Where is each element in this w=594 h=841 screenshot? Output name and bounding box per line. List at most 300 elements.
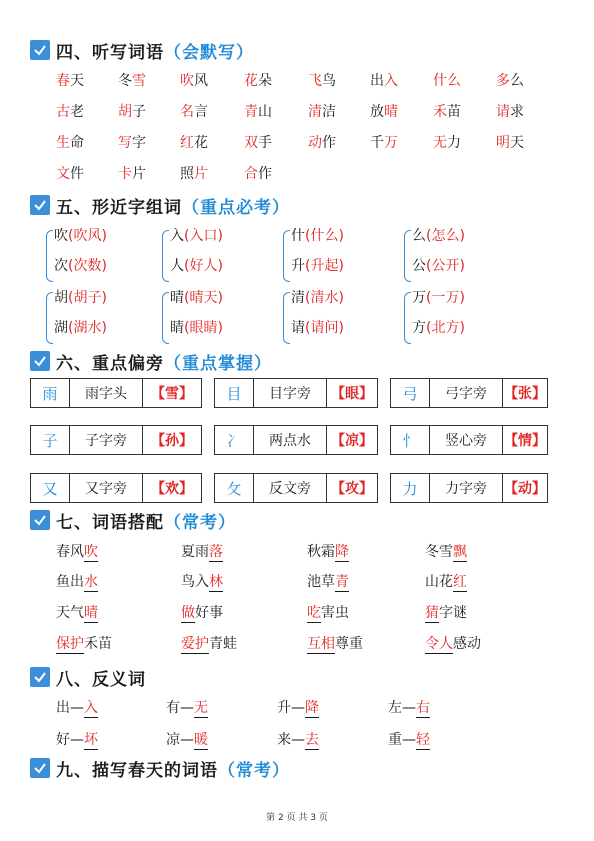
colloc-answer: 吃 bbox=[307, 605, 321, 621]
word-char: 千 bbox=[370, 135, 384, 151]
similar-pair bbox=[283, 288, 393, 346]
antonym-answer: 暖 bbox=[194, 732, 208, 748]
section-title-9: 九、描写春天的词语 （常考） bbox=[30, 756, 290, 780]
collocation bbox=[307, 571, 349, 593]
base-char: 人 bbox=[170, 258, 184, 274]
radical-example bbox=[503, 426, 547, 454]
example-char: 【雪】 bbox=[151, 386, 193, 402]
word-char: 晴 bbox=[384, 104, 398, 120]
colloc-suffix: 青蛙 bbox=[209, 636, 237, 652]
antonym-dash: — bbox=[402, 732, 416, 748]
example-char: 【凉】 bbox=[331, 433, 373, 449]
colloc-prefix: 天气 bbox=[56, 605, 84, 621]
word-char: 山 bbox=[258, 104, 272, 120]
dictation-word bbox=[244, 70, 272, 92]
compound-word: 好人 bbox=[189, 258, 218, 274]
collocation bbox=[56, 602, 98, 624]
radical-box bbox=[30, 425, 202, 455]
word-char: 命 bbox=[70, 135, 84, 151]
word-char: 清 bbox=[308, 104, 322, 120]
colloc-prefix: 鸟入 bbox=[181, 574, 209, 590]
radical-box bbox=[214, 473, 378, 503]
colloc-suffix: 字谜 bbox=[439, 605, 467, 621]
word-char: 字 bbox=[132, 135, 146, 151]
paren: ( bbox=[305, 258, 311, 274]
brace-icon bbox=[404, 230, 411, 282]
collocation bbox=[56, 633, 112, 655]
similar-line bbox=[54, 256, 107, 276]
paren: ) bbox=[101, 320, 107, 336]
similar-line bbox=[291, 226, 344, 246]
example-char: 【眼】 bbox=[331, 386, 373, 402]
similar-line bbox=[412, 318, 465, 338]
collocation bbox=[425, 541, 467, 563]
word-char: 作 bbox=[258, 166, 272, 182]
colloc-prefix: 山花 bbox=[425, 574, 453, 590]
antonym-word: 好 bbox=[56, 732, 70, 748]
colloc-prefix: 春风 bbox=[56, 544, 84, 560]
colloc-suffix: 感动 bbox=[453, 636, 481, 652]
word-char: 青 bbox=[244, 104, 258, 120]
similar-line bbox=[412, 288, 465, 308]
compound-word: 清水 bbox=[310, 290, 339, 306]
word-char: 天 bbox=[510, 135, 524, 151]
compound-word: 北方 bbox=[431, 320, 460, 336]
radical-char: 目 bbox=[215, 379, 254, 407]
radical-char: 弓 bbox=[391, 379, 430, 407]
word-char: 飞 bbox=[308, 73, 322, 89]
similar-line bbox=[291, 318, 344, 338]
check-icon bbox=[30, 510, 50, 530]
word-char: 多 bbox=[496, 73, 510, 89]
paren: ) bbox=[338, 290, 344, 306]
word-char: 片 bbox=[194, 166, 208, 182]
radical-box bbox=[30, 473, 202, 503]
compound-word: 公开 bbox=[431, 258, 460, 274]
word-char: 天 bbox=[70, 73, 84, 89]
radical-name: 竖心旁 bbox=[430, 426, 503, 454]
word-char: 明 bbox=[496, 135, 510, 151]
example-char: 【欢】 bbox=[151, 481, 193, 497]
colloc-answer: 落 bbox=[209, 544, 223, 560]
base-char: 什 bbox=[291, 228, 305, 244]
collocation bbox=[425, 571, 467, 593]
radical-char: 力 bbox=[391, 474, 430, 502]
paren: ( bbox=[68, 228, 74, 244]
similar-line bbox=[54, 288, 107, 308]
collocation bbox=[307, 602, 349, 624]
compound-word: 湖水 bbox=[73, 320, 102, 336]
collocation bbox=[307, 633, 363, 655]
radical-example bbox=[327, 379, 377, 407]
similar-pair bbox=[162, 288, 272, 346]
dictation-word bbox=[370, 132, 398, 154]
radical-box bbox=[214, 425, 378, 455]
word-char: 入 bbox=[384, 73, 398, 89]
colloc-answer: 红 bbox=[453, 574, 467, 590]
word-char: 苗 bbox=[447, 104, 461, 120]
colloc-answer: 晴 bbox=[84, 605, 98, 621]
collocation bbox=[425, 602, 467, 624]
colloc-answer: 降 bbox=[335, 544, 349, 560]
word-char: 片 bbox=[132, 166, 146, 182]
antonym-answer: 轻 bbox=[416, 732, 430, 748]
antonym-word: 有 bbox=[166, 700, 180, 716]
base-char: 清 bbox=[291, 290, 305, 306]
check-icon bbox=[30, 351, 50, 371]
antonym-dash: — bbox=[291, 700, 305, 716]
dictation-word bbox=[370, 70, 398, 92]
similar-line bbox=[170, 288, 223, 308]
dictation-word bbox=[433, 70, 461, 92]
paren: ) bbox=[338, 228, 344, 244]
paren: ) bbox=[459, 290, 465, 306]
paren: ( bbox=[68, 290, 74, 306]
radical-example bbox=[327, 474, 377, 502]
radical-box bbox=[214, 378, 378, 408]
radical-name: 力字旁 bbox=[430, 474, 503, 502]
compound-word: 眼睛 bbox=[189, 320, 218, 336]
word-char: 么 bbox=[510, 73, 524, 89]
paren: ( bbox=[426, 228, 432, 244]
compound-word: 晴天 bbox=[189, 290, 218, 306]
colloc-answer: 林 bbox=[209, 574, 223, 590]
antonym-answer: 坏 bbox=[84, 732, 98, 748]
dictation-word bbox=[56, 70, 84, 92]
base-char: 晴 bbox=[170, 290, 184, 306]
dictation-word bbox=[308, 101, 336, 123]
check-icon bbox=[30, 195, 50, 215]
radical-example bbox=[143, 426, 201, 454]
collocation bbox=[307, 541, 349, 563]
check-icon bbox=[30, 40, 50, 60]
paren: ) bbox=[217, 290, 223, 306]
dictation-word bbox=[496, 132, 524, 154]
brace-icon bbox=[283, 292, 290, 344]
paren: ) bbox=[217, 258, 223, 274]
word-char: 作 bbox=[322, 135, 336, 151]
word-char: 放 bbox=[370, 104, 384, 120]
word-char: 件 bbox=[70, 166, 84, 182]
radical-box bbox=[30, 378, 202, 408]
section-title-6: 六、重点偏旁 （重点掌握） bbox=[30, 349, 272, 373]
word-char: 出 bbox=[370, 73, 384, 89]
word-char: 红 bbox=[180, 135, 194, 151]
collocation bbox=[56, 541, 98, 563]
colloc-prefix: 池草 bbox=[307, 574, 335, 590]
radical-example bbox=[143, 474, 201, 502]
dictation-word bbox=[433, 101, 461, 123]
colloc-answer: 飘 bbox=[453, 544, 467, 560]
base-char: 万 bbox=[412, 290, 426, 306]
dictation-word bbox=[56, 132, 84, 154]
dictation-word bbox=[180, 101, 208, 123]
dictation-word bbox=[496, 101, 524, 123]
colloc-prefix: 鱼出 bbox=[56, 574, 84, 590]
radical-box bbox=[390, 425, 548, 455]
colloc-answer: 令人 bbox=[425, 636, 453, 652]
radical-name: 子字旁 bbox=[70, 426, 143, 454]
paren: ) bbox=[338, 320, 344, 336]
word-char: 花 bbox=[244, 73, 258, 89]
paren: ( bbox=[184, 258, 190, 274]
colloc-suffix: 害虫 bbox=[321, 605, 349, 621]
word-char: 文 bbox=[56, 166, 70, 182]
compound-word: 胡子 bbox=[73, 290, 102, 306]
colloc-answer: 保护 bbox=[56, 636, 84, 652]
paren: ) bbox=[101, 258, 107, 274]
similar-pair bbox=[283, 226, 393, 284]
similar-line bbox=[170, 318, 223, 338]
radical-name: 弓字旁 bbox=[430, 379, 503, 407]
compound-word: 入口 bbox=[189, 228, 218, 244]
paren: ) bbox=[217, 320, 223, 336]
word-char: 老 bbox=[70, 104, 84, 120]
antonym-dash: — bbox=[402, 700, 416, 716]
paren: ( bbox=[305, 290, 311, 306]
word-char: 手 bbox=[258, 135, 272, 151]
word-char: 朵 bbox=[258, 73, 272, 89]
word-char: 万 bbox=[384, 135, 398, 151]
word-char: 古 bbox=[56, 104, 70, 120]
antonym-dash: — bbox=[291, 732, 305, 748]
word-char: 风 bbox=[194, 73, 208, 89]
colloc-suffix: 禾苗 bbox=[84, 636, 112, 652]
base-char: 次 bbox=[54, 258, 68, 274]
compound-word: 次数 bbox=[73, 258, 102, 274]
radical-example bbox=[503, 379, 547, 407]
radical-name: 雨字头 bbox=[70, 379, 143, 407]
radical-char: 冫 bbox=[215, 426, 254, 454]
example-char: 【情】 bbox=[504, 433, 546, 449]
dictation-word bbox=[56, 101, 84, 123]
compound-word: 吹风 bbox=[73, 228, 102, 244]
brace-icon bbox=[162, 230, 169, 282]
similar-line bbox=[54, 226, 107, 246]
antonym-dash: — bbox=[180, 732, 194, 748]
word-char: 吹 bbox=[180, 73, 194, 89]
word-char: 名 bbox=[180, 104, 194, 120]
antonym-answer: 去 bbox=[305, 732, 319, 748]
collocation bbox=[181, 633, 237, 655]
dictation-word bbox=[118, 163, 146, 185]
antonym-dash: — bbox=[180, 700, 194, 716]
dictation-word bbox=[370, 101, 398, 123]
similar-line bbox=[170, 226, 223, 246]
similar-line bbox=[54, 318, 107, 338]
colloc-answer: 做 bbox=[181, 605, 195, 621]
word-char: 请 bbox=[496, 104, 510, 120]
base-char: 胡 bbox=[54, 290, 68, 306]
section-title-4: 四、听写词语 （会默写） bbox=[30, 38, 254, 62]
antonym-pair bbox=[56, 697, 98, 719]
word-char: 春 bbox=[56, 73, 70, 89]
radical-name: 又字旁 bbox=[70, 474, 143, 502]
base-char: 湖 bbox=[54, 320, 68, 336]
dictation-word bbox=[496, 70, 524, 92]
word-char: 胡 bbox=[118, 104, 132, 120]
radical-name: 两点水 bbox=[254, 426, 327, 454]
page-footer: 第 2 页 共 3 页 bbox=[266, 813, 328, 823]
colloc-answer: 猜 bbox=[425, 605, 439, 621]
radical-char: 雨 bbox=[31, 379, 70, 407]
compound-word: 升起 bbox=[310, 258, 339, 274]
base-char: 请 bbox=[291, 320, 305, 336]
colloc-answer: 青 bbox=[335, 574, 349, 590]
antonym-dash: — bbox=[70, 732, 84, 748]
paren: ) bbox=[338, 258, 344, 274]
paren: ( bbox=[305, 320, 311, 336]
dictation-word bbox=[244, 101, 272, 123]
base-char: 升 bbox=[291, 258, 305, 274]
word-char: 力 bbox=[447, 135, 461, 151]
dictation-word bbox=[56, 163, 84, 185]
word-char: 无 bbox=[433, 135, 447, 151]
radical-box bbox=[390, 473, 548, 503]
dictation-word bbox=[118, 132, 146, 154]
base-char: 入 bbox=[170, 228, 184, 244]
word-char: 卡 bbox=[118, 166, 132, 182]
paren: ( bbox=[184, 290, 190, 306]
colloc-prefix: 夏雨 bbox=[181, 544, 209, 560]
antonym-answer: 无 bbox=[194, 700, 208, 716]
similar-line bbox=[412, 256, 465, 276]
word-char: 合 bbox=[244, 166, 258, 182]
dictation-word bbox=[180, 70, 208, 92]
dictation-word bbox=[308, 70, 336, 92]
compound-word: 一万 bbox=[431, 290, 460, 306]
base-char: 么 bbox=[412, 228, 426, 244]
antonym-word: 凉 bbox=[166, 732, 180, 748]
base-char: 吹 bbox=[54, 228, 68, 244]
paren: ( bbox=[68, 320, 74, 336]
colloc-prefix: 秋霜 bbox=[307, 544, 335, 560]
paren: ) bbox=[459, 320, 465, 336]
word-char: 双 bbox=[244, 135, 258, 151]
similar-pair bbox=[46, 226, 156, 284]
dictation-word bbox=[118, 101, 146, 123]
colloc-suffix: 尊重 bbox=[335, 636, 363, 652]
paren: ( bbox=[305, 228, 311, 244]
similar-line bbox=[170, 256, 223, 276]
section-title-8: 八、反义词 bbox=[30, 665, 146, 689]
radical-name: 目字旁 bbox=[254, 379, 327, 407]
dictation-word bbox=[308, 132, 336, 154]
word-char: 写 bbox=[118, 135, 132, 151]
compound-word: 什么 bbox=[310, 228, 339, 244]
similar-pair bbox=[404, 288, 514, 346]
radical-box bbox=[390, 378, 548, 408]
brace-icon bbox=[46, 292, 53, 344]
collocation bbox=[181, 541, 223, 563]
dictation-word bbox=[433, 132, 461, 154]
word-char: 求 bbox=[510, 104, 524, 120]
paren: ( bbox=[68, 258, 74, 274]
paren: ) bbox=[101, 228, 107, 244]
radical-char: 又 bbox=[31, 474, 70, 502]
similar-line bbox=[291, 288, 344, 308]
antonym-word: 来 bbox=[277, 732, 291, 748]
antonym-word: 升 bbox=[277, 700, 291, 716]
word-char: 什么 bbox=[433, 73, 461, 89]
example-char: 【动】 bbox=[504, 481, 546, 497]
example-char: 【孙】 bbox=[151, 433, 193, 449]
colloc-answer: 吹 bbox=[84, 544, 98, 560]
word-char: 生 bbox=[56, 135, 70, 151]
antonym-pair bbox=[388, 729, 430, 751]
paren: ( bbox=[184, 228, 190, 244]
radical-char: 忄 bbox=[391, 426, 430, 454]
paren: ) bbox=[217, 228, 223, 244]
antonym-answer: 右 bbox=[416, 700, 430, 716]
dictation-word bbox=[244, 163, 272, 185]
radical-char: 攵 bbox=[215, 474, 254, 502]
dictation-word bbox=[118, 70, 146, 92]
word-char: 雪 bbox=[132, 73, 146, 89]
colloc-answer: 互相 bbox=[307, 636, 335, 652]
antonym-word: 重 bbox=[388, 732, 402, 748]
example-char: 【攻】 bbox=[331, 481, 373, 497]
collocation bbox=[181, 602, 223, 624]
collocation bbox=[425, 633, 481, 655]
word-char: 洁 bbox=[322, 104, 336, 120]
radical-example bbox=[143, 379, 201, 407]
radical-example bbox=[503, 474, 547, 502]
radical-example bbox=[327, 426, 377, 454]
compound-word: 怎么 bbox=[431, 228, 460, 244]
check-icon bbox=[30, 758, 50, 778]
word-char: 冬 bbox=[118, 73, 132, 89]
dictation-word bbox=[180, 132, 208, 154]
similar-pair bbox=[162, 226, 272, 284]
antonym-word: 出 bbox=[56, 700, 70, 716]
word-char: 照 bbox=[180, 166, 194, 182]
colloc-prefix: 冬雪 bbox=[425, 544, 453, 560]
word-char: 动 bbox=[308, 135, 322, 151]
paren: ( bbox=[184, 320, 190, 336]
similar-line bbox=[412, 226, 465, 246]
paren: ) bbox=[101, 290, 107, 306]
antonym-pair bbox=[56, 729, 98, 751]
brace-icon bbox=[283, 230, 290, 282]
paren: ( bbox=[426, 258, 432, 274]
antonym-dash: — bbox=[70, 700, 84, 716]
colloc-answer: 水 bbox=[84, 574, 98, 590]
example-char: 【张】 bbox=[504, 386, 546, 402]
dictation-word bbox=[180, 163, 208, 185]
word-char: 言 bbox=[194, 104, 208, 120]
base-char: 睛 bbox=[170, 320, 184, 336]
paren: ) bbox=[459, 258, 465, 274]
compound-word: 请问 bbox=[310, 320, 339, 336]
colloc-suffix: 好事 bbox=[195, 605, 223, 621]
antonym-pair bbox=[388, 697, 430, 719]
antonym-pair bbox=[166, 729, 208, 751]
word-char: 禾 bbox=[433, 104, 447, 120]
antonym-answer: 降 bbox=[305, 700, 319, 716]
brace-icon bbox=[404, 292, 411, 344]
antonym-pair bbox=[166, 697, 208, 719]
collocation bbox=[181, 571, 223, 593]
colloc-answer: 爱护 bbox=[181, 636, 209, 652]
word-char: 鸟 bbox=[322, 73, 336, 89]
section-title-5: 五、形近字组词 （重点必考） bbox=[30, 193, 290, 217]
similar-line bbox=[291, 256, 344, 276]
paren: ) bbox=[459, 228, 465, 244]
antonym-pair bbox=[277, 697, 319, 719]
dictation-word bbox=[244, 132, 272, 154]
base-char: 公 bbox=[412, 258, 426, 274]
